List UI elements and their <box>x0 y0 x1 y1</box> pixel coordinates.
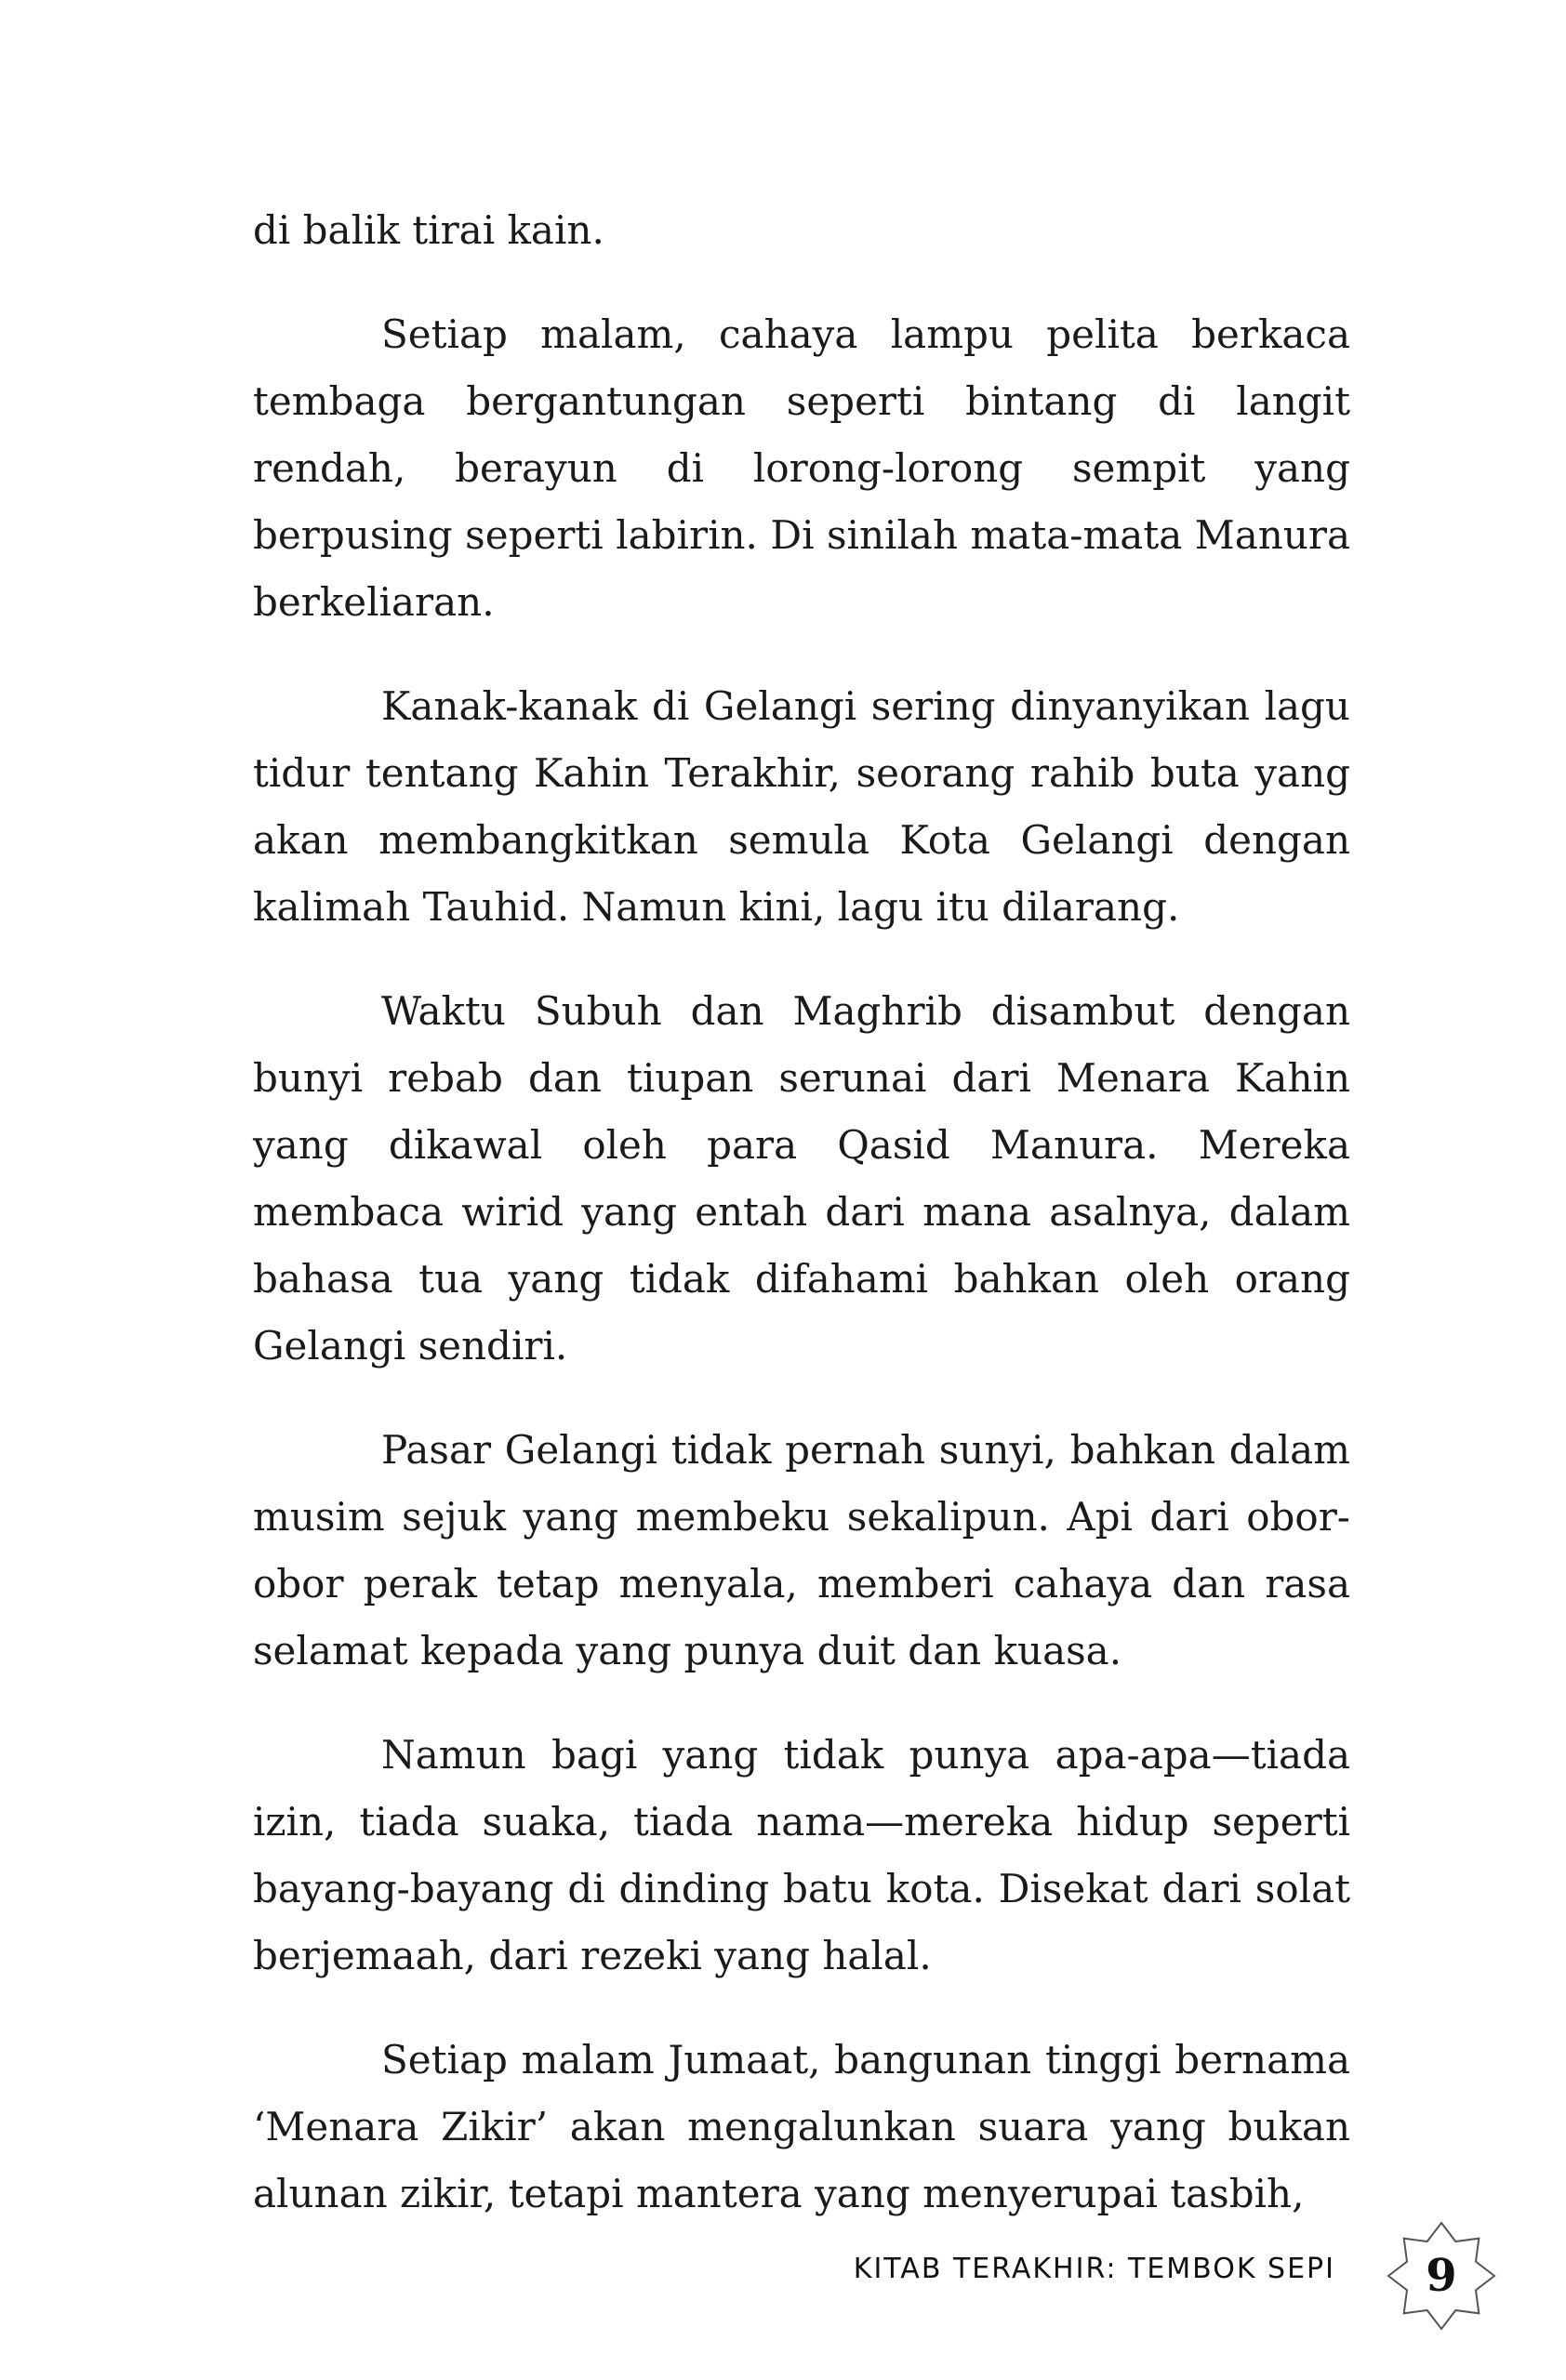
paragraph: Setiap malam Jumaat, bangunan tinggi bernama ‘Menara Zikir’ akan mengalunkan suara yang bukan alunan zikir, tetapi mantera yang menyerupai tasbih, <box>253 2037 1350 2216</box>
paragraph: Namun bagi yang tidak punya apa-apa—tiada izin, tiada suaka, tiada nama—mereka hidup seperti bayang-bayang di dinding batu kota. Disekat dari solat berjemaah, dari rezeki yang halal. <box>253 1732 1350 1978</box>
page-footer <box>0 2220 1566 2313</box>
paragraph: Waktu Subuh dan Maghrib disambut dengan bunyi rebab dan tiupan serunai dari Menara Kahin yang dikawal oleh para Qasid Manura. Mereka membaca wirid yang entah dari mana asalnya, dalam bahasa tua yang tidak difahami bahkan oleh orang Gelangi sendiri. <box>253 988 1350 1368</box>
paragraph: Kanak-kanak di Gelangi sering dinyanyikan lagu tidur tentang Kahin Terakhir, seorang rahib buta yang akan membangkitkan semula Kota Gelangi dengan kalimah Tauhid. Namun kini, lagu itu dilarang. <box>253 683 1350 930</box>
page-body <box>253 197 1350 2265</box>
page-number-badge <box>1386 2220 1497 2332</box>
paragraph: Setiap malam, cahaya lampu pelita berkaca tembaga bergantungan seperti bintang di langit rendah, berayun di lorong-lorong sempit yang berpusing seperti labirin. Di sinilah mata-mata Manura berkeliaran. <box>253 311 1350 625</box>
page-number: 9 <box>1426 2250 1457 2302</box>
paragraph: Pasar Gelangi tidak pernah sunyi, bahkan dalam musim sejuk yang membeku sekalipun. Api dari obor-obor perak tetap menyala, memberi cahaya dan rasa selamat kepada yang punya duit dan kuasa. <box>253 1427 1350 1673</box>
paragraph-continuation: di balik tirai kain. <box>253 207 604 253</box>
running-title: KITAB TERAKHIR: TEMBOK SEPI <box>853 2253 1335 2285</box>
